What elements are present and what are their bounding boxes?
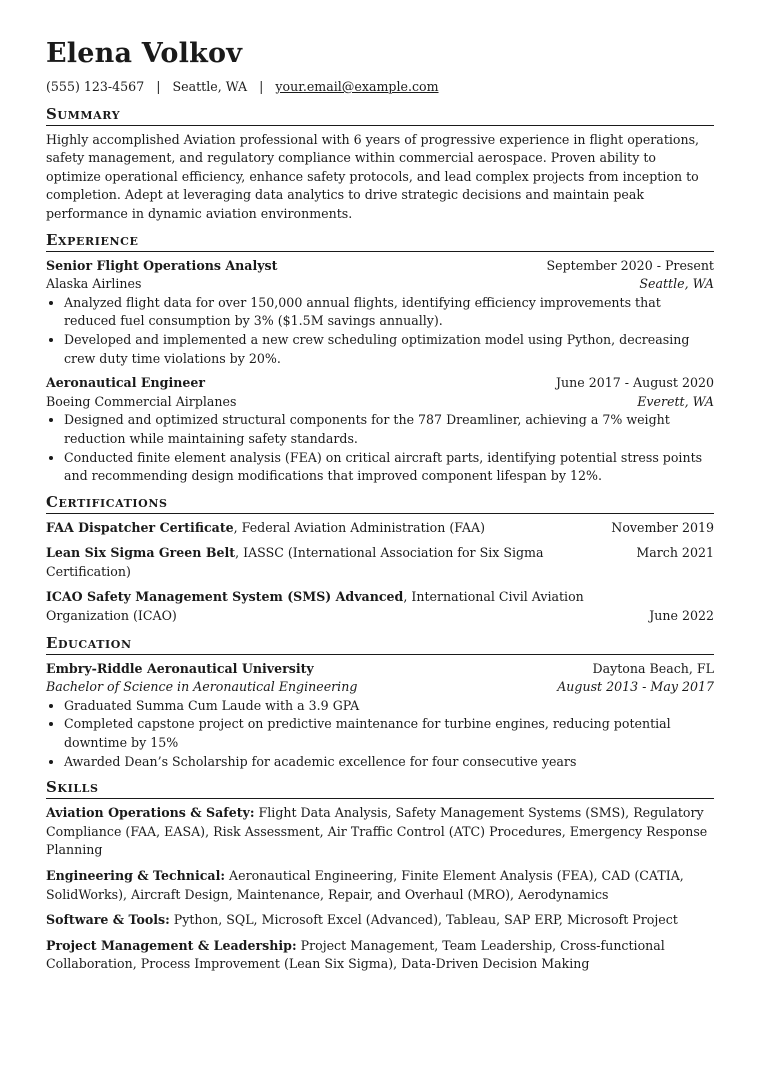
certification-item [46, 519, 714, 538]
job-company-row [46, 393, 714, 412]
job-title: Aeronautical Engineer [46, 375, 206, 391]
skill-group-items: Flight Data Analysis, Safety Management Systems (SMS), Regulatory Compliance (FAA, EASA), Risk Assessment, Air Traffic Control (ATC) Procedures, Emergency Response Planning [46, 805, 708, 858]
contact-separator: | [259, 79, 264, 94]
education-dates: August 2013 - May 2017 [557, 679, 714, 695]
email-link[interactable]: your.email@example.com [275, 79, 439, 94]
certification-name: FAA Dispatcher Certificate [46, 519, 234, 535]
job-bullets [46, 294, 714, 368]
degree-row [46, 678, 714, 697]
school-location: Daytona Beach, FL [592, 660, 714, 676]
location: Seattle, WA [172, 79, 248, 94]
certification-date: March 2021 [636, 545, 714, 561]
skill-group [46, 937, 714, 974]
bullet-item: • Graduated Summa Cum Laude with a 3.9 GPA [64, 697, 714, 716]
skill-group [46, 867, 714, 904]
certification-date: November 2019 [611, 519, 714, 535]
education-bullets [46, 697, 714, 771]
certification-issuer: , International Civil Aviation Organization (ICAO) [46, 589, 584, 624]
job-company-row [46, 275, 714, 294]
skill-group-label: Project Management & Leadership: [46, 937, 297, 953]
section-heading-summary: Summary [46, 104, 714, 126]
job-location: Everett, WA [637, 393, 714, 409]
skill-group [46, 804, 714, 860]
section-heading-certifications: Certifications [46, 492, 714, 514]
degree-name: Bachelor of Science in Aeronautical Engineering [46, 679, 358, 695]
bullet-item: • Analyzed flight data for over 150,000 annual flights, identifying efficiency improvements that reduced fuel consumption by 3% ($1.5M savings annually). [64, 294, 714, 331]
section-heading-education: Education [46, 633, 714, 655]
school-name: Embry-Riddle Aeronautical University [46, 660, 314, 676]
section-heading-experience: Experience [46, 230, 714, 252]
certification-name: ICAO Safety Management System (SMS) Advanced [46, 589, 404, 605]
skill-group-label: Software & Tools: [46, 912, 170, 928]
job-entry [46, 257, 714, 369]
job-company: Boeing Commercial Airplanes [46, 393, 237, 409]
job-dates: June 2017 - August 2020 [556, 375, 714, 391]
certification-issuer: , Federal Aviation Administration (FAA) [233, 519, 486, 535]
skill-group-label: Engineering & Technical: [46, 868, 226, 883]
skill-group [46, 911, 714, 930]
job-title: Senior Flight Operations Analyst [46, 257, 278, 273]
bullet-item: • Designed and optimized structural components for the 787 Dreamliner, achieving a 7% weight reduction while maintaining safety standards. [64, 411, 714, 448]
job-title-row [46, 257, 714, 276]
certification-text [46, 544, 626, 581]
bullet-item: • Completed capstone project on predictive maintenance for turbine engines, reducing potential downtime by 15% [64, 715, 714, 752]
job-title-row [46, 374, 714, 393]
certification-item [46, 588, 714, 625]
phone-number: (555) 123-4567 [46, 79, 145, 94]
section-heading-skills: Skills [46, 777, 714, 799]
job-entry [46, 374, 714, 486]
education-entry [46, 660, 714, 772]
contact-line [46, 78, 714, 97]
job-bullets [46, 411, 714, 485]
job-company: Alaska Airlines [46, 276, 142, 292]
job-dates: September 2020 - Present [546, 257, 714, 273]
certification-text [46, 519, 485, 538]
skill-group-label: Aviation Operations & Safety: [46, 805, 255, 821]
bullet-item: • Awarded Dean’s Scholarship for academic excellence for four consecutive years [64, 753, 714, 772]
bullet-item: • Developed and implemented a new crew scheduling optimization model using Python, decreasing crew duty time violations by 20%. [64, 331, 714, 368]
certification-date: June 2022 [649, 608, 714, 624]
school-row [46, 660, 714, 679]
summary-text: Highly accomplished Aviation professional with 6 years of progressive experience in flight operations, safety management, and regulatory compliance within commercial aerospace. Proven ability to optimize operational efficiency, enhance safety protocols, and lead complex projects from inception to completion. Adept at leveraging data analytics to drive strategic decisions and maintain peak performance in dynamic aviation environments. [46, 131, 700, 221]
skill-group-items: Aeronautical Engineering, Finite Element Analysis (FEA), CAD (CATIA, SolidWorks), Aircraft Design, Maintenance, Repair, and Overhaul (MRO), Aerodynamics [46, 868, 684, 902]
certification-issuer: , IASSC (International Association for Six Sigma Certification) [46, 545, 544, 579]
certification-item [46, 544, 714, 581]
candidate-name: Elena Volkov [46, 38, 243, 69]
skill-group-items: Python, SQL, Microsoft Excel (Advanced), Tableau, SAP ERP, Microsoft Project [169, 912, 678, 928]
contact-separator: | [156, 79, 161, 94]
skill-group-items: Project Management, Team Leadership, Cross-functional Collaboration, Process Improvement (Lean Six Sigma), Data-Driven Decision Making [46, 937, 665, 972]
bullet-item: • Conducted finite element analysis (FEA) on critical aircraft parts, identifying potential stress points and recommending design modifications that improved component lifespan by 12%. [64, 449, 714, 486]
certification-name: Lean Six Sigma Green Belt [46, 545, 236, 561]
job-location: Seattle, WA [639, 276, 714, 292]
